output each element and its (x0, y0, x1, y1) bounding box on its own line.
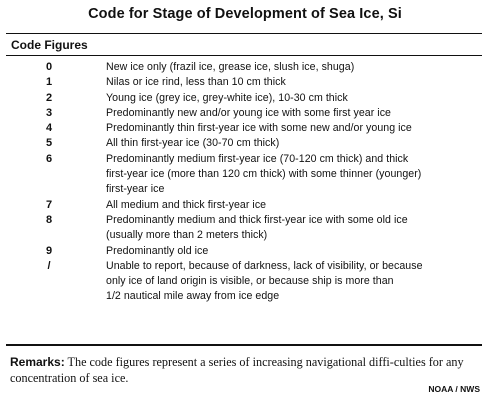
remarks-text: The code figures represent a series of increasing navigational diffi-culties for any concentration of sea ice. (10, 355, 464, 385)
table-row (6, 136, 482, 151)
table-row (6, 91, 482, 106)
code-figure: 2 (45, 91, 53, 104)
code-figure: 1 (45, 76, 53, 89)
code-description (106, 106, 482, 121)
remarks-label: Remarks: (10, 355, 65, 369)
code-description (106, 244, 482, 259)
description-line: Predominantly new and/or young ice with some first year ice (106, 106, 391, 119)
table-row (6, 198, 482, 213)
code-description (106, 136, 482, 151)
description-line: Predominantly thin first-year ice with some new and/or young ice (106, 122, 412, 135)
code-description (106, 91, 482, 106)
description-line: Predominantly old ice (106, 244, 209, 257)
table-row (6, 213, 482, 244)
header-rule (6, 55, 482, 56)
table-row (6, 106, 482, 121)
description-line: All medium and thick first-year ice (106, 198, 267, 211)
table-row (6, 121, 482, 136)
top-rule (6, 33, 482, 34)
code-description (106, 198, 482, 213)
table-row (6, 75, 482, 90)
code-figure: 4 (45, 122, 53, 135)
code-description (106, 152, 482, 198)
description-line: 1/2 nautical mile away from ice edge (106, 290, 280, 303)
table-row (6, 60, 482, 75)
credit-label: NOAA / NWS (428, 384, 480, 394)
code-figure: 7 (45, 198, 53, 211)
description-line: first-year ice (106, 183, 165, 196)
table-row (6, 152, 482, 198)
code-description (106, 213, 482, 244)
page-title: Code for Stage of Development of Sea Ice, Si (88, 6, 402, 22)
code-figure: 9 (45, 244, 53, 257)
description-line: All thin first-year ice (30-70 cm thick) (106, 137, 280, 150)
remarks (10, 355, 480, 386)
description-line: Nilas or ice rind, less than 10 cm thick (106, 76, 286, 89)
code-figure: 3 (45, 106, 53, 119)
code-figure: 8 (45, 213, 53, 226)
description-line: Predominantly medium first-year ice (70-120 cm thick) and thick (106, 152, 409, 165)
description-line: first-year ice (more than 120 cm thick) with some thinner (younger) (106, 168, 422, 181)
bottom-rule (6, 344, 482, 346)
table-row (6, 244, 482, 259)
code-figure: 0 (45, 61, 53, 73)
description-line: Predominantly medium and thick first-year ice with some old ice (106, 213, 408, 226)
table-row (6, 259, 482, 305)
description-line: New ice only (frazil ice, grease ice, slush ice, shuga) (106, 61, 355, 73)
description-line: Unable to report, because of darkness, lack of visibility, or because (106, 259, 423, 272)
code-description (106, 259, 482, 305)
code-figure: 6 (45, 152, 53, 165)
code-description (106, 60, 482, 75)
column-header: Code Figures (11, 38, 88, 52)
code-figure: / (47, 259, 51, 272)
description-line: Young ice (grey ice, grey-white ice), 10-30 cm thick (106, 91, 348, 104)
code-table (6, 60, 482, 305)
description-line: only ice of land origin is visible, or because ship is more than (106, 275, 394, 288)
code-figure: 5 (45, 137, 53, 150)
description-line: (usually more than 2 meters thick) (106, 229, 268, 242)
code-description (106, 75, 482, 90)
code-description (106, 121, 482, 136)
